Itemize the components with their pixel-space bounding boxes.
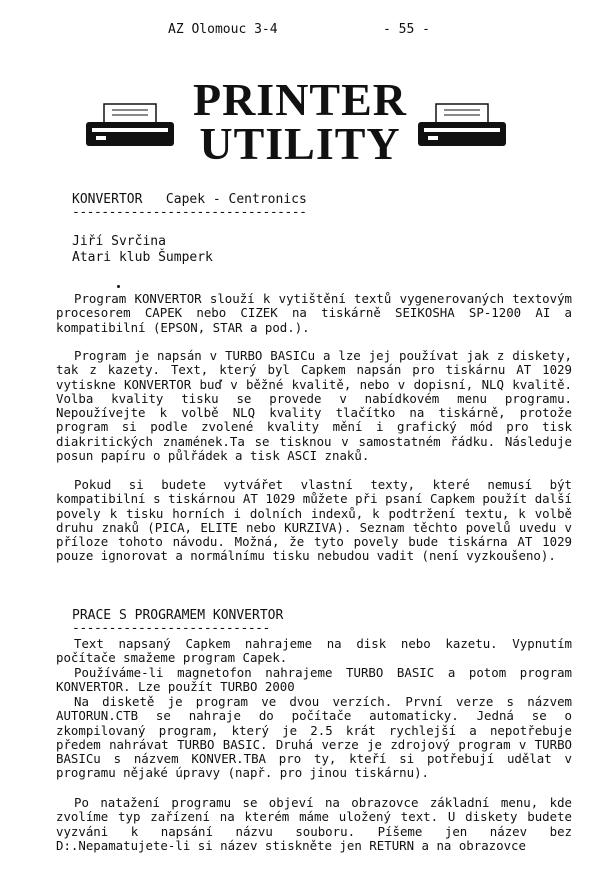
author-block: [72, 234, 213, 266]
paragraph-menu: Po natažení programu se objeví na obrazovce základní menu, kde zvolíme typ zařízení na kterém máme uložený text. U diskety budete vyzváni k napsání názvu souboru. Píšeme jen název bez D:.Nepamatujete-li si název stiskněte jen RETURN a na obrazovce: [56, 795, 572, 853]
section-title: PRACE S PROGRAMEM KONVERTOR: [72, 608, 284, 623]
section-underline: --------------------------------: [72, 205, 307, 220]
printer-icon: [414, 102, 510, 150]
section-title: KONVERTOR Capek - Centronics: [72, 192, 307, 207]
author-name: Jiří Svrčina: [72, 234, 166, 249]
paragraph-custom-texts: Pokud si budete vytvářet vlastní texty, které nemusí být kompatibilní s tiskárnou AT 1029 můžete při psaní Capkem použít další povely k tisku horních i dolních indexů, k podtržení textu, k volbě druhu znaků (PICA, ELITE nebo KURZIVA). Seznam těchto povelů uvedu v příloze tohoto návodu. Možná, že tyto povely bude tiskárna AT 1029 pouze ignorovat a normálnímu tisku nebudou vadit (není vyzkoušeno).: [56, 477, 572, 564]
paragraph-disk-versions: Na disketě je program ve dvou verzích. První verze s názvem AUTORUN.CTB se nahraje do počítače automaticky. Jedná se o zkompilovaný program, který je 2.5 krát rychlejší a nepotřebuje předem nahrávat TURBO BASIC. Druhá verze je zdrojový program v TURBO BASICu s názvem KONVER.TBA pro ty, kteří si potřebují udělat v programu nějaké úpravy (např. pro jinou tiskárnu).: [56, 694, 572, 781]
page-number: - 55 -: [383, 22, 430, 37]
title-banner: [0, 76, 600, 168]
paragraph-save-text: Text napsaný Capkem nahrajeme na disk nebo kazetu. Vypnutím počítače smažeme program Capek.: [56, 636, 572, 666]
author-club: Atari klub Šumperk: [72, 250, 213, 265]
header-source: AZ Olomouc 3-4: [168, 22, 278, 37]
section-heading-konvertor: [72, 192, 307, 219]
section-heading-prace: [72, 608, 283, 635]
dot-mark: [117, 285, 120, 288]
paragraph-tape: Používáme-li magnetofon nahrajeme TURBO BASIC a potom program KONVERTOR. Lze použít TURBO 2000: [56, 665, 572, 695]
paragraph-program: Program je napsán v TURBO BASICu a lze jej používat jak z diskety, tak z kazety. Text, který byl Capkem napsán pro tiskárnu AT 1029 vytiskne KONVERTOR buď v běžné kvalitě, nebo v dopisní, NLQ kvalitě. Volba kvality tisku se provede v nabídkovém menu programu. Nepoužívejte k volbě NLQ kvality tlačítko na tiskárně, protože program si podle zvolené kvality mění i grafický mód pro tisk diakritických znamének.Ta se tisknou v samostatném řádku. Následuje posun papíru o půlřádek a tisk ASCI znaků.: [56, 348, 572, 464]
section-underline: ---------------------------: [72, 621, 270, 636]
paragraph-intro: Program KONVERTOR slouží k vytištění textů vygenerovaných textovým procesorem CAPEK nebo CIZEK na tiskárně SEIKOSHA SP-1200 AI a kompatibilní (EPSON, STAR a pod.).: [56, 291, 572, 335]
banner-line-1: PRINTER: [192, 74, 408, 125]
banner-line-2: UTILITY: [199, 118, 401, 169]
